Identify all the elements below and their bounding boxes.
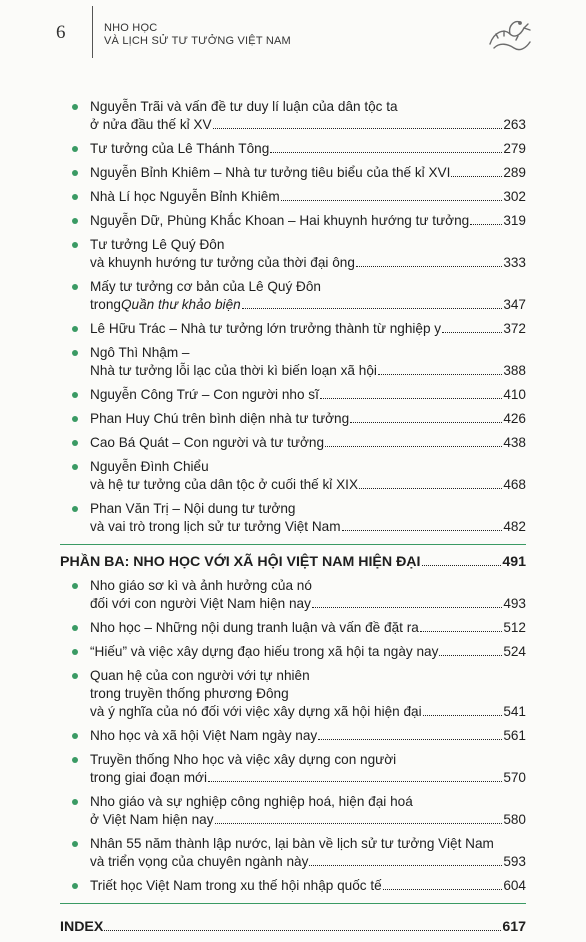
section-divider [60,903,526,904]
leader-dots [470,212,502,225]
leader-dots [359,476,502,489]
header-divider [92,6,93,58]
bullet-icon [72,104,78,110]
toc-entry-page: 279 [503,141,526,156]
leader-dots [383,877,503,890]
toc-entry[interactable] [60,577,526,613]
toc-entry[interactable] [60,164,526,182]
toc-entry-line [90,296,526,314]
toc-entry-text: Nguyễn Trãi và vấn đề tư duy lí luận của dân tộc ta [90,99,398,114]
toc-entry-text: Quan hệ của con người với tự nhiên [90,668,310,683]
toc-entry-line [90,410,526,428]
toc-entry[interactable] [60,212,526,230]
bullet-icon [72,883,78,889]
toc-entry-text: đối với con người Việt Nam hiện nay [90,596,311,611]
toc-entry-line [90,835,526,853]
toc-entry-line [90,362,526,380]
toc-entry-line [90,685,526,703]
leader-dots [320,386,502,399]
toc-entry-text: Cao Bá Quát – Con người và tư tưởng [90,435,325,450]
leader-dots [423,703,503,716]
toc-entry-line [90,703,526,721]
page-header [0,0,586,64]
leader-dots [281,188,503,201]
toc-entry-line [90,458,526,476]
bullet-icon [72,218,78,224]
toc-entry[interactable] [60,751,526,787]
leader-dots [451,164,502,177]
page-number: 6 [56,22,66,43]
bullet-icon [72,146,78,152]
leader-dots [104,918,501,931]
index-title: INDEX [60,919,104,935]
toc-entry-line [90,344,526,362]
toc-entry-page: 426 [503,411,526,426]
toc-entry-line [90,386,526,404]
leader-dots [215,811,503,824]
toc-part3-entries [60,577,526,895]
leader-dots [439,643,502,656]
toc-entry-text: Nguyễn Công Trứ – Con người nho sĩ [90,387,319,402]
bullet-icon [72,506,78,512]
toc-entry-text: và hệ tư tưởng của dân tộc ở cuối thế kỉ XIX [90,477,359,492]
toc-entry-page: 604 [503,878,526,893]
toc-entry[interactable] [60,877,526,895]
toc-entry-text: Nguyễn Dữ, Phùng Khắc Khoan – Hai khuynh hướng tư tưởng [90,213,470,228]
toc-entry-line [90,500,526,518]
toc-entry-line [90,98,526,116]
bullet-icon [72,326,78,332]
leader-dots [356,254,502,267]
toc-entry-text: Nho giáo và sự nghiệp công nghiệp hoá, hiện đại hoá [90,794,413,809]
toc-entry-page: 482 [503,519,526,534]
toc-entry[interactable] [60,643,526,661]
toc-entry-line [90,518,526,536]
index-page: 617 [502,919,526,935]
toc-entry-line [90,595,526,613]
toc-entry-page: 561 [503,728,526,743]
bullet-icon [72,733,78,739]
toc-entry-text: Tư tưởng của Lê Thánh Tông [90,141,270,156]
leader-dots [350,410,502,423]
leader-dots [420,619,503,632]
toc-entry[interactable] [60,344,526,380]
toc-entry[interactable] [60,835,526,871]
toc-entry-text: ở nửa đầu thế kỉ XV [90,117,212,132]
toc-entry-line [90,164,526,182]
toc-entry-line [90,769,526,787]
dragon-emblem-icon [484,14,534,56]
toc-entry[interactable] [60,140,526,158]
bullet-icon [72,799,78,805]
bullet-icon [72,464,78,470]
toc-entry-line [90,140,526,158]
toc-entry-text: Truyền thống Nho học và việc xây dựng con người [90,752,397,767]
leader-dots [242,296,503,309]
toc-entry[interactable] [60,320,526,338]
toc-entry-page: 289 [503,165,526,180]
part3-page: 491 [502,554,526,570]
toc-entry-page: 512 [503,620,526,635]
toc-entry-text: Nhà Lí học Nguyễn Bỉnh Khiêm [90,189,280,204]
toc-entry-text: Nhân 55 năm thành lập nước, lại bàn về lịch sử tư tưởng Việt Nam [90,836,494,851]
toc-entry-page: 541 [503,704,526,719]
toc-entry-line [90,188,526,206]
part3-title: PHẦN BA: NHO HỌC VỚI XÃ HỘI VIỆT NAM HIỆN ĐẠI [60,554,421,570]
leader-dots [342,518,503,531]
toc-entry-text: trong [90,297,121,312]
bullet-icon [72,757,78,763]
toc-entry-page: 347 [503,297,526,312]
bullet-icon [72,625,78,631]
bullet-icon [72,284,78,290]
toc-entry-page: 319 [503,213,526,228]
bullet-icon [72,194,78,200]
bullet-icon [72,649,78,655]
toc-entry-text: Nhà tư tưởng lỗi lạc của thời kì biến loạn xã hội [90,363,377,378]
leader-dots [442,320,502,333]
toc-entry-text: và ý nghĩa của nó đối với việc xây dựng xã hội hiện đại [90,704,422,719]
leader-dots [318,727,502,740]
bullet-icon [72,440,78,446]
toc-entry-line [90,278,526,296]
toc-entry-line [90,434,526,452]
toc-entry-line [90,212,526,230]
toc-entry-text: và khuynh hướng tư tưởng của thời đại ông [90,255,355,270]
toc-entry-text: “Hiếu” và việc xây dựng đạo hiếu trong xã hội ta ngày nay [90,644,439,659]
toc-entry-line [90,877,526,895]
bullet-icon [72,170,78,176]
toc-entry-text: Nho học – Những nội dung tranh luận và vấn đề đặt ra [90,620,419,635]
toc-entry[interactable] [60,434,526,452]
toc-entry-page: 388 [503,363,526,378]
toc-entry-line [90,254,526,272]
toc-entry-text: trong giai đoạn mới [90,770,207,785]
toc-entry[interactable] [60,386,526,404]
leader-dots [270,140,502,153]
leader-dots [422,553,502,566]
toc-entry-text: và triển vọng của chuyên ngành này [90,854,309,869]
toc-entry[interactable] [60,188,526,206]
toc-entry-line [90,116,526,134]
leader-dots [208,769,502,782]
toc-entry[interactable] [60,619,526,637]
toc-entry-text: Ngô Thì Nhậm – [90,345,190,360]
bullet-icon [72,416,78,422]
toc-entry-page: 333 [503,255,526,270]
toc-entry-page: 263 [503,117,526,132]
toc-entry-text: Nguyễn Đình Chiểu [90,459,209,474]
toc-entry-line [90,853,526,871]
toc-entry-line [90,793,526,811]
bullet-icon [72,673,78,679]
leader-dots [213,116,503,129]
toc-entry-page: 302 [503,189,526,204]
leader-dots [309,853,502,866]
toc-entry-page: 580 [503,812,526,827]
toc-entry-line [90,619,526,637]
toc-part2-entries [60,98,526,536]
toc-entry-text: Nho giáo sơ kì và ảnh hưởng của nó [90,578,312,593]
toc-entry[interactable] [60,410,526,428]
book-title-italic: Quần thư khảo biện [120,297,241,312]
toc-entry[interactable] [60,667,526,721]
toc-entry-page: 468 [503,477,526,492]
toc-entry-text: và vai trò trong lịch sử tư tưởng Việt Nam [90,519,341,534]
table-of-contents [60,98,526,942]
toc-entry-text: Triết học Việt Nam trong xu thế hội nhập quốc tế [90,878,382,893]
toc-entry-text: trong truyền thống phương Đông [90,686,289,701]
toc-entry-text: Tư tưởng Lê Quý Đôn [90,237,225,252]
bullet-icon [72,392,78,398]
toc-entry-page: 372 [503,321,526,336]
toc-entry-line [90,751,526,769]
toc-entry-text: Lê Hữu Trác – Nhà tư tưởng lớn trưởng thành từ nghiệp y [90,321,442,336]
toc-entry-page: 524 [503,644,526,659]
toc-entry-line [90,236,526,254]
toc-entry-text: ở Việt Nam hiện nay [90,812,214,827]
toc-entry-line [90,476,526,494]
toc-entry[interactable] [60,458,526,494]
toc-entry-line [90,667,526,685]
leader-dots [325,434,502,447]
toc-entry-page: 410 [503,387,526,402]
toc-entry[interactable] [60,278,526,314]
leader-dots [312,595,502,608]
toc-entry-page: 438 [503,435,526,450]
running-title-line1: NHO HỌC [104,22,158,34]
part3-heading[interactable] [60,553,526,571]
index-heading[interactable] [60,918,526,936]
bullet-icon [72,583,78,589]
toc-entry-line [90,727,526,745]
toc-entry-text: Phan Huy Chú trên bình diện nhà tư tưởng [90,411,350,426]
toc-entry-text: Nguyễn Bỉnh Khiêm – Nhà tư tưởng tiêu biểu của thế kỉ XVI [90,165,451,180]
toc-entry-line [90,643,526,661]
toc-entry[interactable] [60,98,526,134]
bullet-icon [72,350,78,356]
toc-entry-line [90,577,526,595]
running-title [104,22,291,48]
toc-entry-text: Mấy tư tưởng cơ bản của Lê Quý Đôn [90,279,321,294]
toc-entry-line [90,320,526,338]
toc-entry-text: Nho học và xã hội Việt Nam ngày nay [90,728,318,743]
toc-entry[interactable] [60,793,526,829]
toc-entry[interactable] [60,500,526,536]
toc-entry-page: 593 [503,854,526,869]
leader-dots [378,362,502,375]
toc-entry-line [90,811,526,829]
toc-entry[interactable] [60,236,526,272]
running-title-line2: VÀ LỊCH SỬ TƯ TƯỞNG VIỆT NAM [104,35,291,47]
toc-entry[interactable] [60,727,526,745]
toc-entry-text: Phan Văn Trị – Nội dung tư tưởng [90,501,296,516]
toc-entry-page: 493 [503,596,526,611]
bullet-icon [72,242,78,248]
section-divider [60,544,526,545]
toc-entry-page: 570 [503,770,526,785]
bullet-icon [72,841,78,847]
